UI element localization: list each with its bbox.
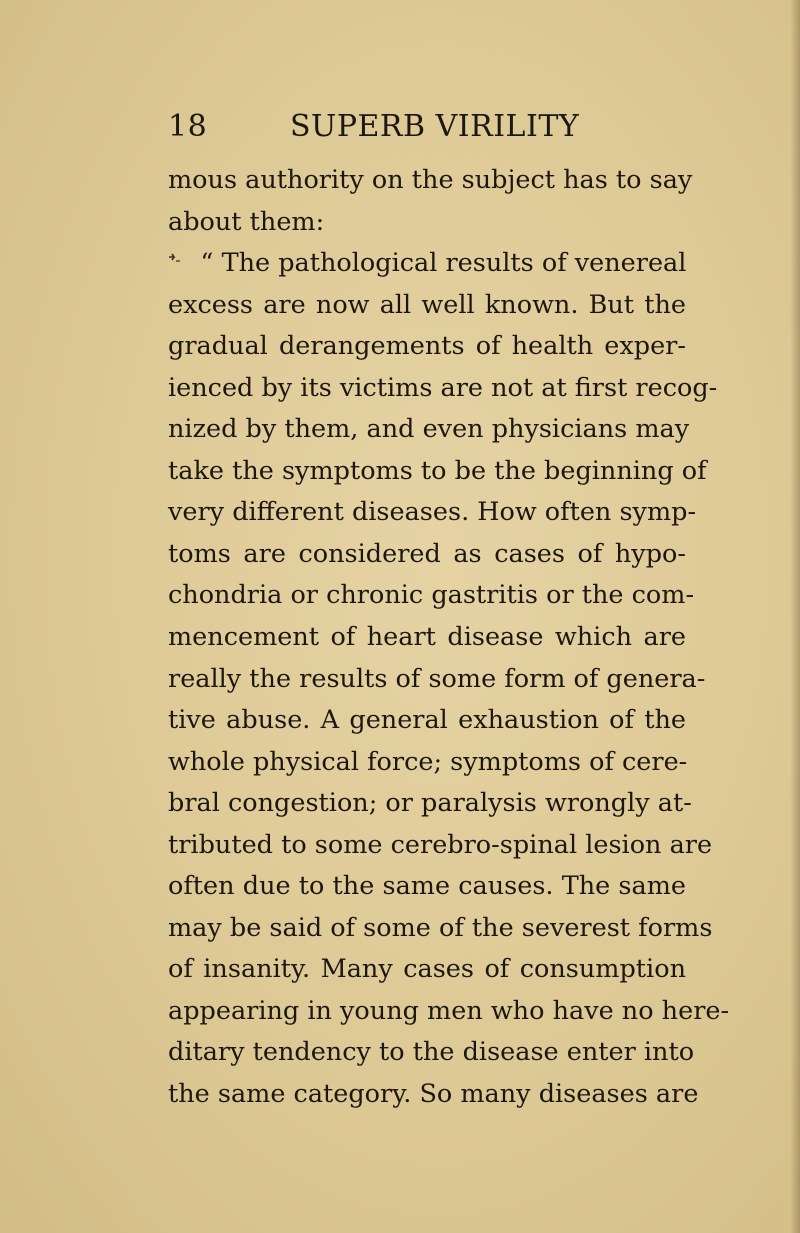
text-line: tributed to some cerebro-spinal lesion are: [168, 829, 713, 860]
text-line: excess are now all well known. But the: [168, 289, 686, 320]
text-line: often due to the same causes. The same: [168, 871, 686, 902]
page-number: 18: [168, 109, 208, 144]
text-line: about them:: [168, 206, 325, 237]
text-line: take the symptoms to be the beginning of: [168, 455, 707, 486]
page-header: [168, 109, 588, 149]
text-line: “ The pathological results of venereal: [168, 248, 687, 279]
running-title: SUPERB VIRILITY: [290, 109, 580, 144]
text-line: nized by them, and even physicians may: [168, 414, 690, 445]
text-line: mencement of heart disease which are: [168, 622, 686, 653]
text-line: the same category. So many diseases are: [168, 1079, 699, 1110]
text-line: bral congestion; or paralysis wrongly at-: [168, 788, 692, 819]
text-line: ditary tendency to the disease enter into: [168, 1037, 695, 1068]
body-text: [168, 160, 730, 1116]
text-line: mous authority on the subject has to say: [168, 165, 693, 195]
text-line: may be said of some of the severest forms: [168, 912, 713, 943]
text-line: whole physical force; symptoms of cere-: [168, 746, 688, 777]
page-edge-shadow: [790, 0, 800, 1233]
text-line: appearing in young men who have no here-: [168, 995, 730, 1026]
text-line: tive abuse. A general exhaustion of the: [168, 705, 686, 736]
text-line: of insanity. Many cases of consumption: [168, 954, 686, 985]
text-line: really the results of some form of genera-: [168, 663, 706, 694]
text-line: toms are considered as cases of hypo-: [168, 538, 686, 569]
text-line: ienced by its victims are not at first recog-: [168, 372, 718, 403]
text-line: chondria or chronic gastritis or the com-: [168, 580, 695, 611]
text-line: gradual derangements of health exper-: [168, 331, 686, 362]
text-line: very different diseases. How often symp-: [168, 497, 697, 528]
